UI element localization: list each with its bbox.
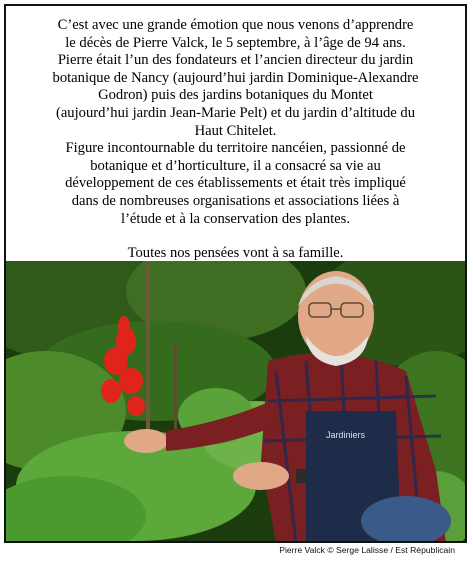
tribute-line: (aujourd’hui jardin Jean-Marie Pelt) et du jardin d’altitude du	[55, 104, 416, 121]
obituary-card	[4, 4, 467, 543]
tribute-line: Haut Chitelet.	[194, 122, 277, 139]
tribute-line: botanique de Nancy (aujourd’hui jardin Dominique-Alexandre	[52, 69, 419, 86]
tribute-text	[6, 6, 465, 261]
closing-line: Toutes nos pensées vont à sa famille.	[127, 245, 344, 262]
photo-credit: Pierre Valck © Serge Lalisse / Est Républicain	[279, 545, 455, 555]
tribute-line: dans de nombreuses organisations et associations liées à	[71, 192, 400, 209]
tribute-line: l’étude et à la conservation des plantes.	[121, 210, 350, 227]
tribute-line: Godron) puis des jardins botaniques du Montet	[98, 87, 373, 104]
garden-portrait-illustration	[6, 261, 465, 543]
portrait-photo	[6, 261, 465, 543]
apron-label: Jardiniers	[326, 430, 366, 440]
tribute-line: C’est avec une grande émotion que nous venons d’apprendre	[57, 17, 414, 33]
tribute-line: botanique et d’horticulture, il a consacré sa vie au	[90, 157, 381, 174]
tribute-line: développement de ces établissements et était très impliqué	[65, 175, 406, 192]
tribute-line: Figure incontournable du territoire nancéien, passionné de	[65, 140, 406, 157]
tribute-line: Pierre était l’un des fondateurs et l’ancien directeur du jardin	[57, 52, 414, 69]
tribute-line: le décès de Pierre Valck, le 5 septembre, à l’âge de 94 ans.	[65, 34, 406, 51]
